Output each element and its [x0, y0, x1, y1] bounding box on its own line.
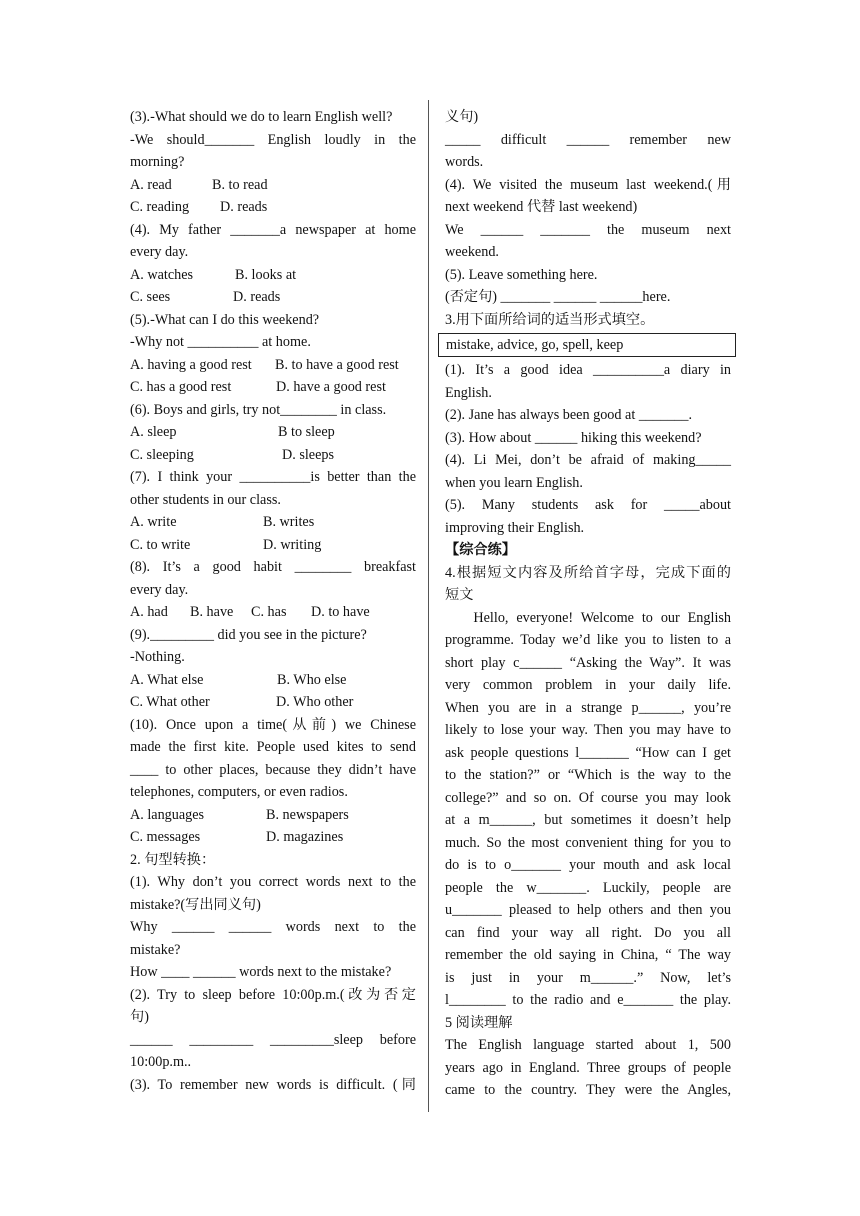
- question-text: (6). Boys and girls, try not________ in class.: [130, 401, 387, 418]
- section-line: mistake?(写出同义句): [130, 896, 261, 913]
- section-line: (1). It’s a good idea __________a diary in: [445, 362, 731, 378]
- question-text: (5).-What can I do this weekend?: [130, 311, 320, 328]
- option-d: D. reads: [220, 199, 268, 215]
- question-text: ____ to other places, because they didn’t have: [130, 761, 416, 778]
- option-d: D. reads: [233, 289, 281, 305]
- option-a: A. sleep: [130, 424, 177, 440]
- option-b: B. to have a good rest: [275, 356, 399, 373]
- option-d: D. Who other: [276, 694, 354, 710]
- passage-line: remember the old saying in China, “ The way: [445, 947, 731, 963]
- section-line: 10:00p.m..: [130, 1054, 192, 1070]
- section-2: [130, 849, 416, 1097]
- practice-title: 【综合练】: [445, 542, 516, 558]
- option-c: C. sleeping: [130, 446, 194, 463]
- option-a: A. languages: [130, 806, 205, 823]
- section-line: 句): [130, 1009, 149, 1025]
- section-line: words.: [445, 154, 484, 170]
- option-c: C. to write: [130, 536, 191, 553]
- option-a: A. read: [130, 176, 172, 193]
- section-line: (1). Why don’t you correct words next to the: [130, 874, 416, 890]
- passage-line: came to the country. They were the Angles,: [445, 1082, 731, 1098]
- section-line: 义句): [445, 109, 479, 125]
- option-c: C. What other: [130, 694, 210, 710]
- question-8: [130, 556, 416, 624]
- question-10: [130, 714, 416, 849]
- passage-line: much. So the most convenient thing for you to: [445, 834, 731, 851]
- question-text: -Nothing.: [130, 649, 185, 665]
- question-text: (9)._________ did you see in the picture?: [130, 626, 367, 643]
- question-text: -Why not __________ at home.: [130, 334, 311, 350]
- option-row: [130, 174, 416, 197]
- passage-line: l________ to the radio and e_______ the play.: [445, 992, 731, 1008]
- word-box: mistake, advice, go, spell, keep: [438, 333, 736, 357]
- section-line: (2). Try to sleep before 10:00p.m.(改为否定: [130, 986, 416, 1003]
- question-text: -We should_______ English loudly in the: [130, 131, 416, 148]
- question-text: (7). I think your __________is better than the: [130, 469, 416, 485]
- question-text: other students in our class.: [130, 491, 281, 508]
- passage-line: years ago in England. Three groups of people: [445, 1059, 731, 1076]
- passage-line: u_______ pleased to help others and then you: [445, 902, 731, 918]
- section-line: improving their English.: [445, 519, 585, 536]
- section-4: [445, 562, 731, 1012]
- option-a: A. had: [130, 604, 168, 620]
- passage-line: do is to o_______ your mouth and ask local: [445, 857, 731, 873]
- passage-line: programme. Today we’d like you to listen to a: [445, 632, 731, 648]
- section-3: [445, 309, 731, 540]
- section-line: ______ _________ _________sleep before: [130, 1031, 416, 1048]
- question-9: [130, 624, 416, 714]
- question-text: (8). It’s a good habit ________ breakfast: [130, 559, 416, 575]
- option-a: A. having a good rest: [130, 356, 252, 373]
- passage-line: at a m______, but sometimes it doesn’t help: [445, 812, 731, 828]
- question-6: [130, 399, 416, 467]
- passage-line: people the w_______. Luckily, people are: [445, 879, 731, 896]
- question-text: made the first kite. People used kites to send: [130, 739, 416, 755]
- option-row: [130, 264, 416, 287]
- section-line: when you learn English.: [445, 474, 583, 491]
- question-7: [130, 466, 416, 556]
- passage-line: likely to lose your way. Then you may have to: [445, 722, 731, 738]
- option-b: B. Who else: [277, 671, 347, 688]
- section-title: 4.根据短文内容及所给首字母，完成下面的: [445, 564, 731, 581]
- question-5: [130, 309, 416, 399]
- option-c: C. sees: [130, 289, 171, 305]
- question-text: telephones, computers, or even radios.: [130, 784, 348, 800]
- option-a: A. watches: [130, 266, 194, 283]
- section-line: Why ______ ______ words next to the: [130, 919, 416, 935]
- question-text: every day.: [130, 581, 189, 598]
- option-row: [130, 534, 416, 557]
- option-b: B. looks at: [235, 266, 297, 283]
- option-row: [130, 421, 416, 444]
- passage-line: is just in your m______.” Now, let’s: [445, 969, 731, 986]
- passage-line: Hello, everyone! Welcome to our English: [473, 609, 731, 626]
- option-row: [130, 196, 416, 219]
- option-row: [130, 511, 416, 534]
- passage-line: to the station?” or “Which is the way to the: [445, 767, 731, 783]
- section-line: (3). How about ______ hiking this weekend?: [445, 429, 702, 446]
- option-row: [130, 691, 416, 714]
- option-c: C. messages: [130, 829, 201, 845]
- section-line: English.: [445, 384, 492, 401]
- section-2-continued: [445, 106, 731, 309]
- section-title: 短文: [445, 587, 474, 603]
- section-line: (4). We visited the museum last weekend.(用: [445, 176, 731, 193]
- option-c: C. reading: [130, 199, 190, 215]
- option-b: B. have: [190, 604, 234, 620]
- option-row: [130, 804, 416, 827]
- question-text: (10). Once upon a time(从前) we Chinese: [130, 716, 416, 733]
- option-b: B to sleep: [278, 424, 335, 440]
- passage-line: The English language started about 1, 500: [445, 1037, 731, 1053]
- option-row: [130, 286, 416, 309]
- question-text: every day.: [130, 244, 189, 260]
- section-line: (3). To remember new words is difficult. (同: [130, 1076, 416, 1093]
- question-text: (4). My father _______a newspaper at home: [130, 221, 416, 238]
- option-d: D. sleeps: [282, 446, 335, 463]
- option-b: B. newspapers: [266, 806, 349, 823]
- section-line: (5). Many students ask for _____about: [445, 497, 731, 513]
- option-c: C. has a good rest: [130, 379, 232, 395]
- question-text: (3).-What should we do to learn English well?: [130, 109, 393, 125]
- option-d: D. magazines: [266, 829, 344, 845]
- passage-line: ask people questions l_______ “How can I get: [445, 744, 731, 761]
- option-row: [130, 354, 416, 377]
- right-column: [445, 106, 731, 1102]
- option-row: [130, 444, 416, 467]
- section-title: 3.用下面所给词的适当形式填空。: [445, 311, 655, 328]
- section-line: (5). Leave something here.: [445, 266, 598, 283]
- option-d: D. writing: [263, 536, 322, 553]
- section-line: We ______ _______ the museum next: [445, 221, 731, 238]
- section-line: (2). Jane has always been good at _______.: [445, 407, 693, 423]
- question-text: morning?: [130, 154, 185, 170]
- option-row: [130, 826, 416, 849]
- option-d: D. to have: [311, 604, 370, 620]
- option-row: [130, 601, 416, 624]
- option-d: D. have a good rest: [276, 379, 386, 395]
- section-line: How ____ ______ words next to the mistake?: [130, 964, 392, 980]
- passage-line: can find your way all right. Do you all: [445, 924, 731, 941]
- option-row: [130, 669, 416, 692]
- option-c: C. has: [251, 604, 287, 620]
- section-title: 5 阅读理解: [445, 1014, 513, 1031]
- passage-line: When you are in a strange p______, you’re: [445, 699, 731, 716]
- passage-line: college?” and so on. Of course you may look: [445, 789, 731, 806]
- question-4: [130, 219, 416, 309]
- option-b: B. writes: [263, 514, 315, 530]
- question-3: [130, 106, 416, 219]
- left-column: [130, 106, 416, 1096]
- section-line: mistake?: [130, 941, 181, 958]
- option-a: A. What else: [130, 671, 204, 688]
- passage-line: short play c______ “Asking the Way”. It was: [445, 654, 731, 671]
- option-a: A. write: [130, 514, 177, 530]
- section-title: 2. 句型转换：: [130, 851, 216, 868]
- option-b: B. to read: [212, 176, 268, 193]
- section-5: [445, 1012, 731, 1102]
- section-line: weekend.: [445, 244, 499, 260]
- section-line: (否定句) _______ ______ ______here.: [445, 289, 671, 305]
- section-line: _____ difficult ______ remember new: [445, 131, 731, 148]
- column-divider: [428, 100, 429, 1112]
- passage-line: very common problem in your daily life.: [445, 677, 731, 693]
- section-line: (4). Li Mei, don’t be afraid of making_____: [445, 452, 731, 468]
- section-line: next weekend 代替 last weekend): [445, 199, 638, 215]
- option-row: [130, 376, 416, 399]
